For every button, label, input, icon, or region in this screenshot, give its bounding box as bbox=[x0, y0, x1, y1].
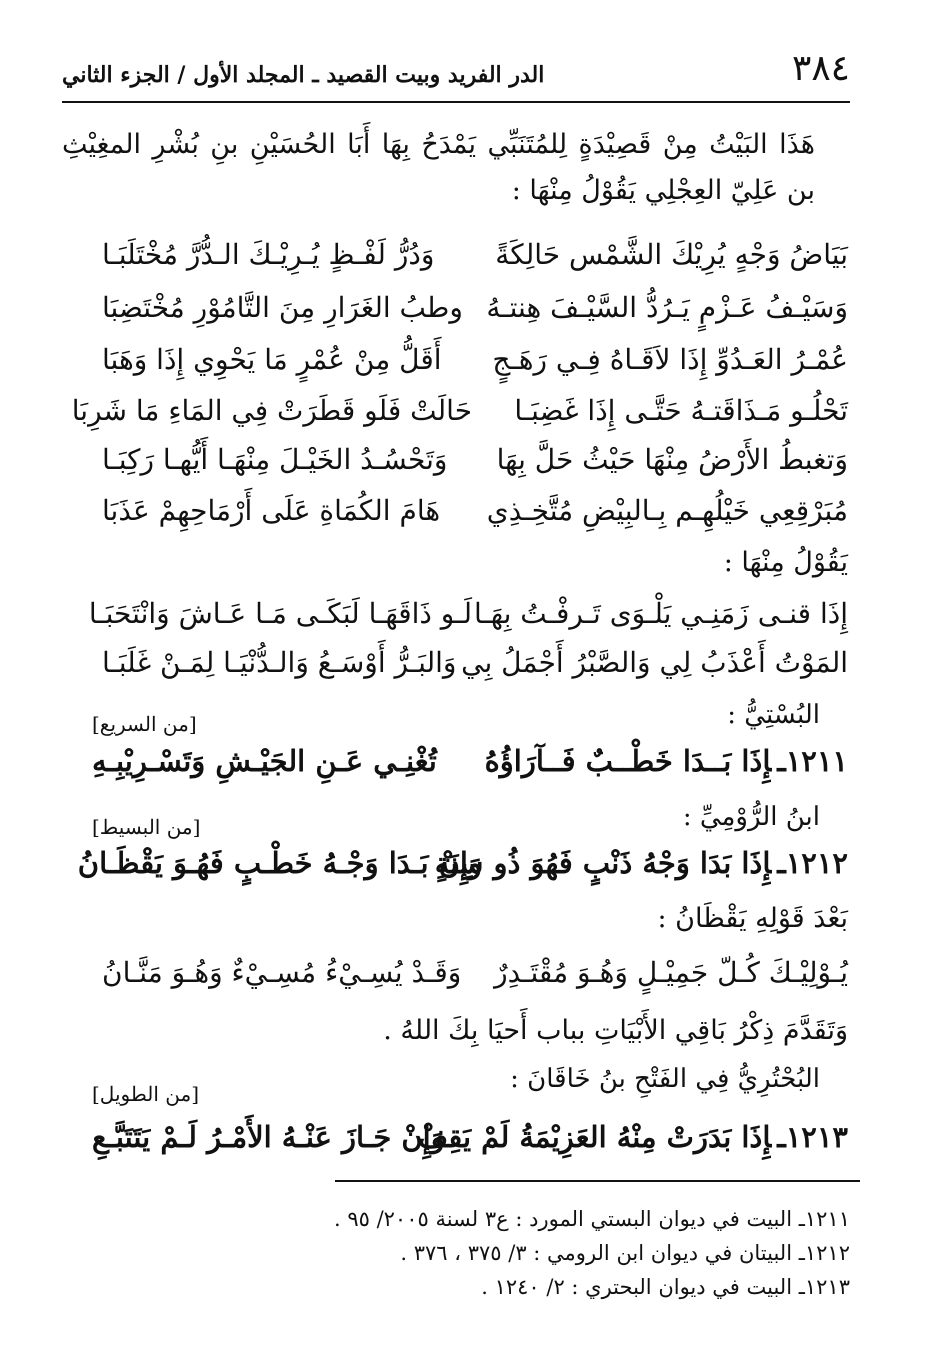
verse-second-hemistich: وَقَـدْ يُسِـيْءُ مُسِـيْءٌ وَهُـوَ مَنَّـانُ bbox=[102, 956, 462, 989]
verse-line bbox=[62, 956, 848, 1006]
poet-name: البُسْتِيُّ : bbox=[727, 700, 820, 730]
meter-label: [من البسيط] bbox=[92, 815, 201, 839]
verse-second-hemistich: تُغْنِـي عَـنِ الجَيْـشِ وَتَسْـرِيْبِـهِ bbox=[92, 744, 437, 778]
verse-first-hemistich: وَسَيْـفُ عَـزْمٍ يَـرُدُّ السَّيْـفَ هِنتـهُ bbox=[486, 291, 848, 324]
verse-line bbox=[62, 494, 848, 544]
verse-number: ١٢١٢ـ bbox=[777, 846, 848, 880]
verse-first-hemistich: يُـوْلِيْـكَ كُـلّ جَمِيْـلٍ وَهُـوَ مُقْتَـدِرٌ bbox=[494, 956, 848, 989]
verse-second-hemistich: وطبُ الغَرَارِ مِنَ التَّامُوْرِ مُخْتَضِبَا bbox=[102, 291, 463, 324]
intro-paragraph: هَذَا البَيْتُ مِنْ قَصِيْدَةٍ لِلمُتَنَبِّي يَمْدَحُ بِهَا أَبَا الحُسَيْنِ بنِ بُشْرِ المغِيْثِ بن عَلِيّ العِجْلِي يَقُوْلُ مِنْهَا : bbox=[62, 129, 815, 206]
footnote: ١٢١١ـ البيت في ديوان البستي المورد : ع٣ لسنة ٢٠٠٥/ ٩٥ . bbox=[333, 1207, 850, 1231]
footnote: ١٢١٢ـ البيتان في ديوان ابن الرومي : ٣/ ٣٧٥ ، ٣٧٦ . bbox=[400, 1241, 850, 1265]
verse-first-hemistich: إِذَا قنـى زَمَنِـي يَلْـوَى تَـرفْـتُ بِهَـا bbox=[473, 597, 848, 630]
verse-second-hemistich: وَتَحْسُـدُ الخَيْـلَ مِنْهَـا أَيُّهـا رَكِبَـا bbox=[102, 443, 448, 476]
footnote-separator bbox=[335, 1180, 860, 1182]
verse-line bbox=[62, 443, 848, 493]
running-title: الدر الفريد وبيت القصيد ـ المجلد الأول / الجزء الثاني bbox=[62, 62, 545, 88]
meter-label: [من السريع] bbox=[92, 712, 197, 736]
meter-label: [من الطويل] bbox=[92, 1082, 200, 1106]
verse-line bbox=[62, 597, 848, 647]
poet-name: ابنُ الرُّوْمِيِّ : bbox=[682, 802, 820, 832]
verse-first-hemistich: تَحْلُـو مَـذَاقَتـهُ حَتَّـى إِذَا غَضِبَـا bbox=[514, 394, 848, 427]
verse-first-hemistich: عُمْـرُ العَـدُوِّ إِذَا لاَقَـاهُ فِـي رَهَـجٍ bbox=[492, 343, 848, 376]
verse-line bbox=[62, 343, 848, 393]
verse-text: إِذَا بَدَا وَجْهُ ذَنْبٍ فَهُوَ ذُو سِنَةٍ bbox=[434, 846, 772, 880]
verse-second-hemistich: وَإِنْ جَـازَ عَنْـهُ الأَمْـرُ لَـمْ يَتَتَبَّـعِ bbox=[92, 1120, 445, 1154]
cross-reference-note: وَتَقَدَّمَ ذِكْرُ بَاقِي الأَبْيَاتِ بباب أَحيَا بِكَ اللهُ . bbox=[383, 1015, 848, 1046]
verse-first-hemistich: المَوْتُ أَعْذَبُ لِي وَالصَّبْرُ أَجْمَلُ بِي bbox=[461, 646, 848, 679]
numbered-verse bbox=[62, 744, 848, 794]
transition-text: يَقُوْلُ مِنْهَا : bbox=[723, 547, 848, 578]
verse-first-hemistich: مُبَرْقِعِي خَيْلُهِـم بِـالبِيْضِ مُتَّخِـذِي bbox=[486, 494, 848, 527]
page-header bbox=[62, 48, 850, 108]
verse-line bbox=[62, 291, 848, 341]
verse-second-hemistich: حَالَتْ فَلَو قَطَرَتْ فِي المَاءِ مَا شَرِبَا bbox=[71, 394, 472, 427]
verse-line bbox=[62, 238, 848, 288]
verse-second-hemistich: هَامَ الكُمَاةِ عَلَى أَرْمَاحِهِمْ عَذَبَا bbox=[102, 494, 441, 527]
verse-second-hemistich: وَإِنْ بَـدَا وَجْـهُ خَطْـبٍ فَهُـوَ يَقْظَـانُ bbox=[77, 846, 482, 880]
poet-name: البُحْتُرِيُّ فِي الفَتْحِ بنُ خَاقَانَ : bbox=[510, 1064, 820, 1094]
verse-second-hemistich: أَقَلُّ مِنْ عُمْرٍ مَا يَحْوِي إِذَا وَهَبَا bbox=[102, 343, 442, 376]
transition-text: بَعْدَ قَوْلِهِ يَقْظَانُ : bbox=[657, 903, 848, 934]
numbered-verse bbox=[62, 1120, 848, 1170]
verse-second-hemistich: وَدُرُّ لَفْـظٍ يُـرِيْـكَ الـدُّرَّ مُخْتَلَبَـا bbox=[102, 238, 435, 271]
verse-number: ١٢١١ـ bbox=[777, 744, 848, 778]
verse-line bbox=[62, 646, 848, 696]
numbered-verse bbox=[62, 846, 848, 896]
verse-second-hemistich: لَـو ذَاقَهَـا لَبَكَـى مَـا عَـاشَ وَانْتَحَبَـا bbox=[88, 597, 472, 630]
verse-text: إِذَا بَدَرَتْ مِنْهُ العَزِيْمَةُ لَمْ يَقِفْ bbox=[418, 1120, 772, 1154]
verse-number: ١٢١٣ـ bbox=[777, 1120, 848, 1154]
verse-line bbox=[62, 394, 848, 444]
header-rule bbox=[62, 101, 850, 103]
page-number: ٣٨٤ bbox=[791, 48, 850, 89]
verse-first-hemistich: بَيَاضُ وَجْهٍ يُرِيْكَ الشَّمْس حَالِكَةً bbox=[495, 238, 848, 271]
footnote: ١٢١٣ـ البيت في ديوان البحتري : ٢/ ١٢٤٠ . bbox=[481, 1275, 850, 1299]
verse-text: إِذَا بَــدَا خَطْــبٌ فَــآرَاؤُهُ bbox=[484, 744, 772, 778]
verse-first-hemistich: وَتغبطُ الأَرْضُ مِنْهَا حَيْثُ حَلَّ بِهَا bbox=[496, 443, 848, 476]
verse-second-hemistich: وَالبَـرُّ أَوْسَـعُ وَالـدُّنْيَـا لِمَـنْ غَلَبَـا bbox=[102, 646, 457, 679]
